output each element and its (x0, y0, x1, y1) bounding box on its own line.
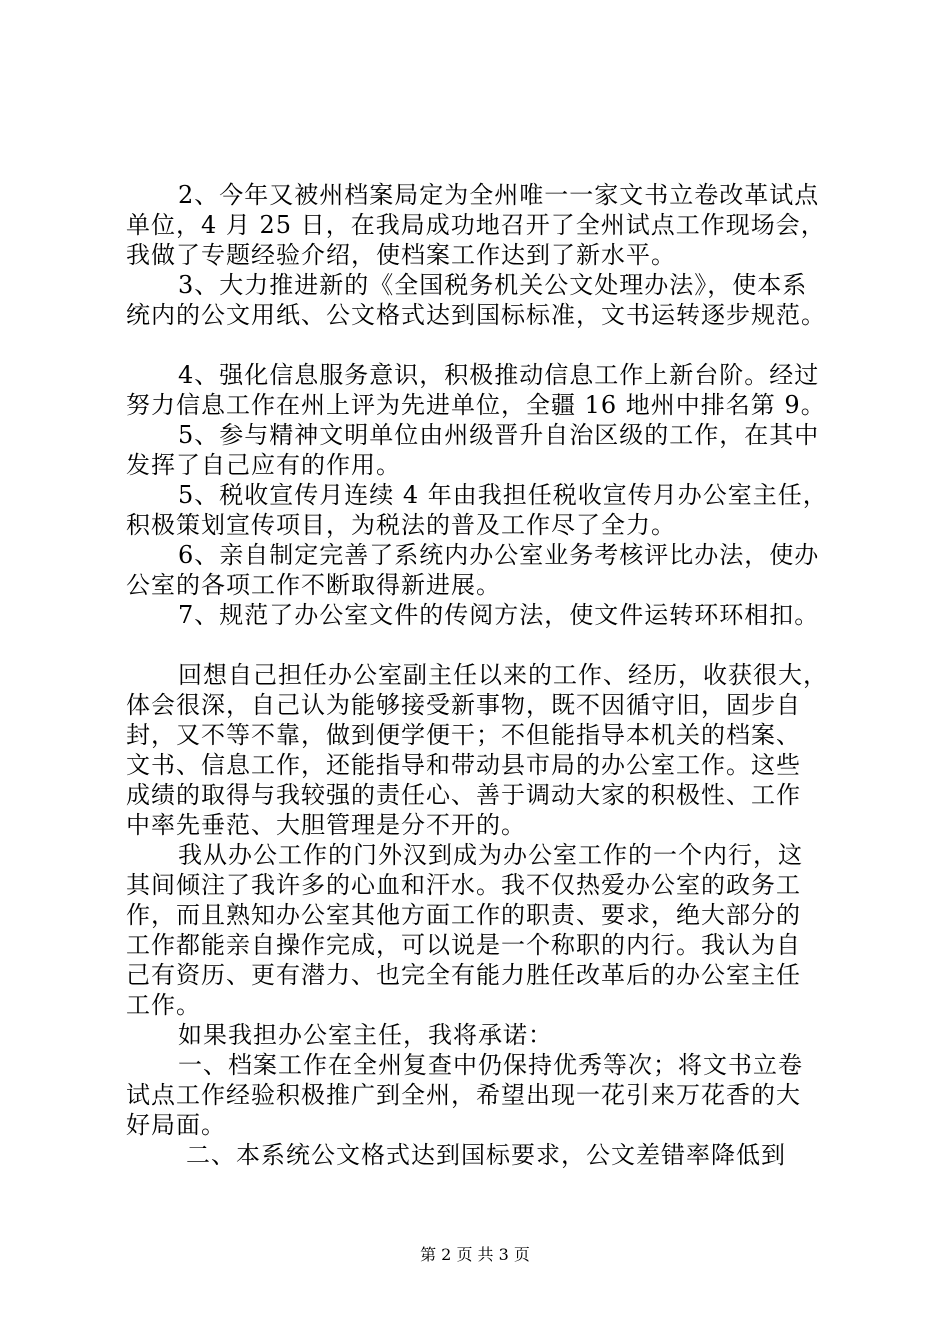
text-line: 一、档案工作在全州复查中仍保持优秀等次；将文书立卷 (178, 1051, 803, 1079)
text-line: 文书、信息工作，还能指导和带动县市局的办公室工作。这些 (126, 751, 801, 779)
text-line: 6、亲自制定完善了系统内办公室业务考核评比办法，使办 (178, 541, 820, 569)
text-line: 封，又不等不靠，做到便学便干；不但能指导本机关的档案、 (126, 721, 801, 749)
text-line: 努力信息工作在州上评为先进单位，全疆 16 地州中排名第 9。 (126, 391, 826, 419)
text-line: 工作。 (126, 991, 201, 1019)
text-line: 己有资历、更有潜力、也完全有能力胜任改革后的办公室主任 (126, 961, 801, 989)
text-line: 二、本系统公文格式达到国标要求，公文差错率降低到 (186, 1141, 786, 1169)
text-line: 成绩的取得与我较强的责任心、善于调动大家的积极性、工作 (126, 781, 801, 809)
text-line: 4、强化信息服务意识，积极推动信息工作上新台阶。经过 (178, 361, 820, 389)
page-number: 第 2 页 共 3 页 (420, 1245, 530, 1264)
text-line: 7、规范了办公室文件的传阅方法，使文件运转环环相扣。 (178, 601, 820, 629)
text-line: 3、大力推进新的《全国税务机关公文处理办法》，使本系 (178, 271, 808, 299)
text-line: 其间倾注了我许多的心血和汗水。我不仅热爱办公室的政务工 (126, 871, 801, 899)
text-line: 公室的各项工作不断取得新进展。 (126, 571, 501, 599)
text-line: 统内的公文用纸、公文格式达到国标标准，文书运转逐步规范。 (126, 301, 826, 329)
text-line: 我从办公工作的门外汉到成为办公室工作的一个内行，这 (178, 841, 803, 869)
text-line: 发挥了自己应有的作用。 (126, 451, 401, 479)
text-line: 5、参与精神文明单位由州级晋升自治区级的工作，在其中 (178, 421, 820, 449)
text-line: 体会很深，自己认为能够接受新事物，既不因循守旧，固步自 (126, 691, 801, 719)
text-line: 单位，4 月 25 日，在我局成功地召开了全州试点工作现场会， (126, 211, 826, 239)
text-line: 我做了专题经验介绍，使档案工作达到了新水平。 (126, 241, 676, 269)
text-line: 好局面。 (126, 1111, 226, 1139)
text-line: 5、税收宣传月连续 4 年由我担任税收宣传月办公室主任， (178, 481, 828, 509)
text-line: 作，而且熟知办公室其他方面工作的职责、要求，绝大部分的 (126, 901, 801, 929)
text-line: 如果我担办公室主任，我将承诺： (178, 1021, 553, 1049)
text-line: 工作都能亲自操作完成，可以说是一个称职的内行。我认为自 (126, 931, 801, 959)
text-line: 回想自己担任办公室副主任以来的工作、经历，收获很大， (178, 661, 828, 689)
text-line: 试点工作经验积极推广到全州，希望出现一花引来万花香的大 (126, 1081, 801, 1109)
text-line: 积极策划宣传项目，为税法的普及工作尽了全力。 (126, 511, 676, 539)
text-line: 中率先垂范、大胆管理是分不开的。 (126, 811, 526, 839)
text-line: 2、今年又被州档案局定为全州唯一一家文书立卷改革试点 (178, 181, 820, 209)
